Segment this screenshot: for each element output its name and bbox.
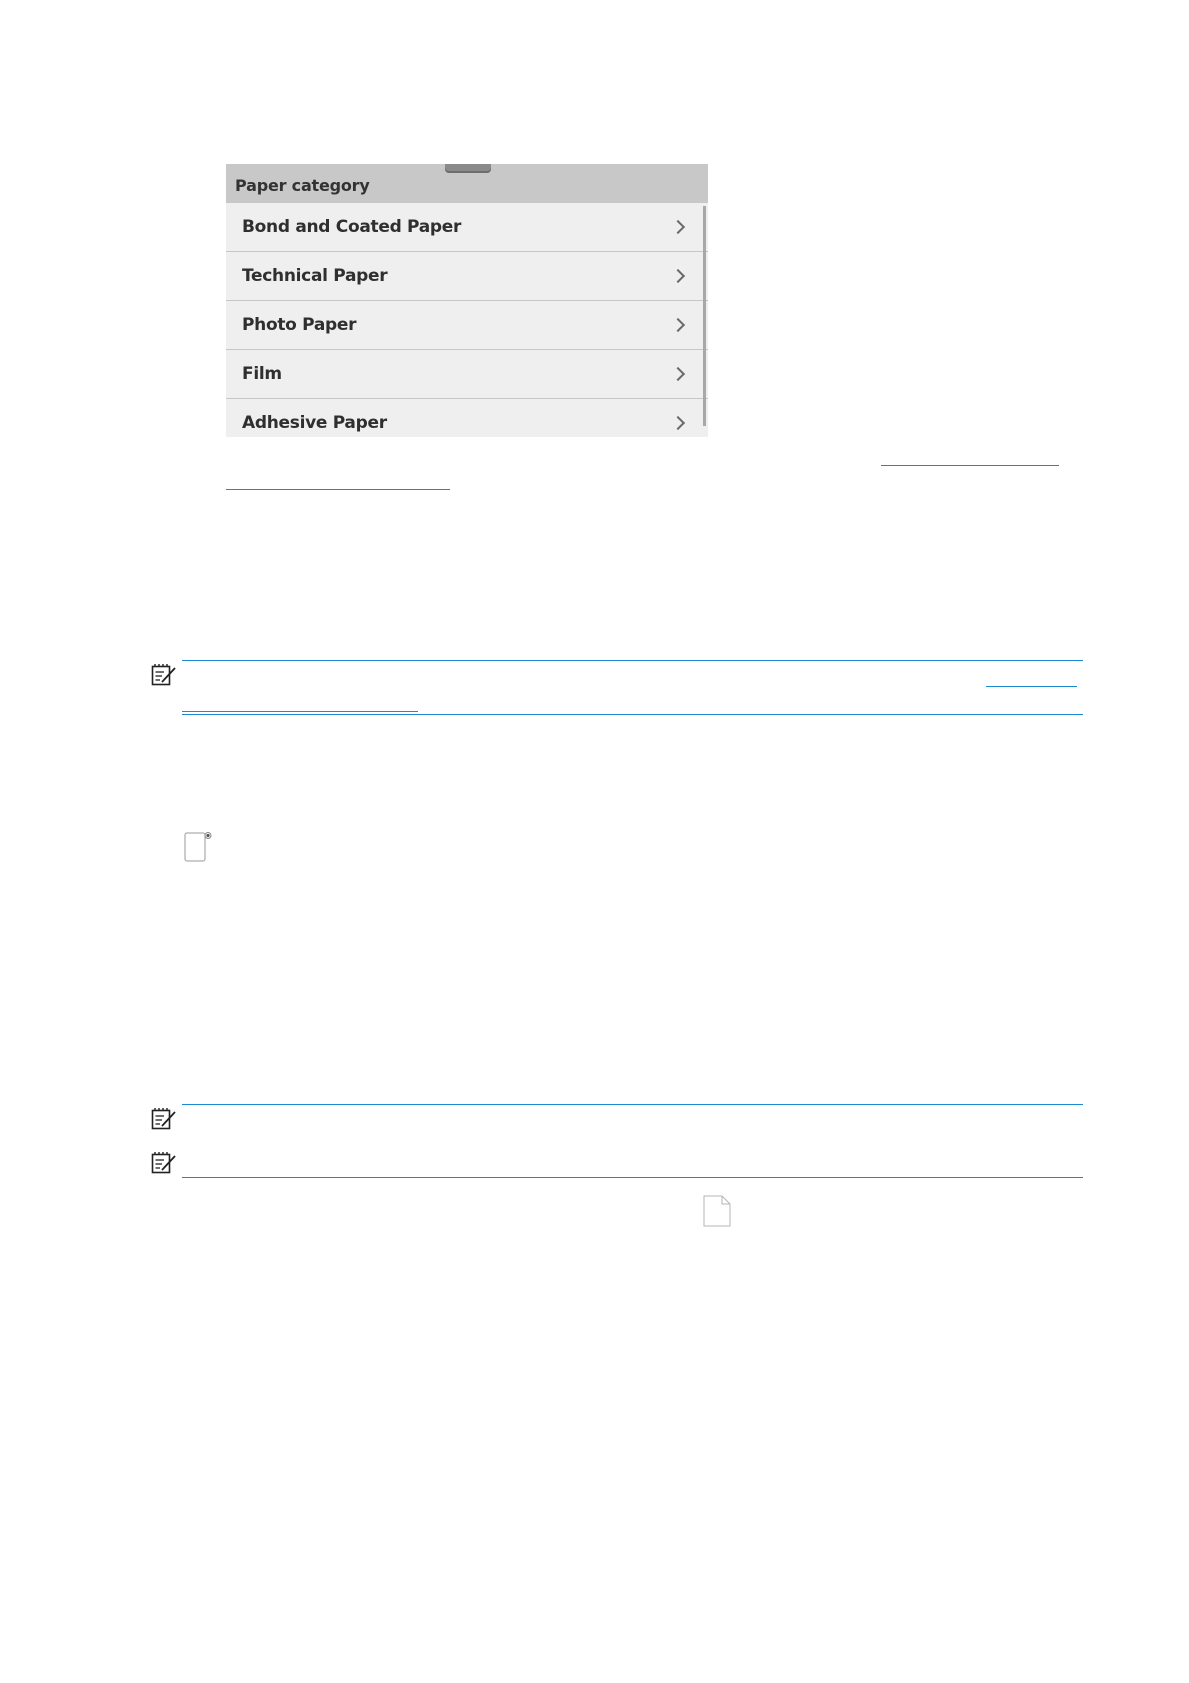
list-item-photo-paper[interactable]	[226, 301, 708, 350]
note-bottom-rule	[182, 714, 1083, 715]
list-item-label: Technical Paper	[242, 266, 388, 286]
cross-reference-link[interactable]	[182, 711, 418, 712]
drag-handle-icon[interactable]	[445, 164, 491, 173]
note-top-rule	[182, 1104, 1083, 1105]
list-item-technical-paper[interactable]	[226, 252, 708, 301]
chevron-right-icon	[671, 269, 685, 283]
note-top-rule	[182, 660, 1083, 661]
scrollbar[interactable]	[703, 206, 706, 426]
list-item-label: Photo Paper	[242, 315, 357, 335]
note-bottom-rule	[182, 1177, 1083, 1178]
chevron-right-icon	[671, 220, 685, 234]
cross-reference-link[interactable]	[226, 489, 450, 490]
cross-reference-link[interactable]	[986, 686, 1077, 687]
list-item-adhesive-paper[interactable]	[226, 399, 708, 437]
note-icon	[151, 663, 177, 687]
list-item-label: Film	[242, 364, 282, 384]
note-icon	[151, 1151, 177, 1175]
list-item-film[interactable]	[226, 350, 708, 399]
chevron-right-icon	[671, 318, 685, 332]
cross-reference-link[interactable]	[881, 465, 1059, 466]
chevron-right-icon	[671, 367, 685, 381]
list-item-label: Adhesive Paper	[242, 413, 387, 433]
sheet-paper-icon	[703, 1195, 731, 1227]
paper-category-panel	[226, 164, 708, 437]
chevron-right-icon	[671, 416, 685, 430]
roll-paper-icon	[184, 831, 214, 863]
list-item-bond-and-coated-paper[interactable]	[226, 203, 708, 252]
paper-category-list	[226, 203, 708, 437]
note-icon	[151, 1107, 177, 1131]
panel-header	[226, 164, 708, 203]
panel-title: Paper category	[235, 176, 370, 195]
list-item-label: Bond and Coated Paper	[242, 217, 462, 237]
